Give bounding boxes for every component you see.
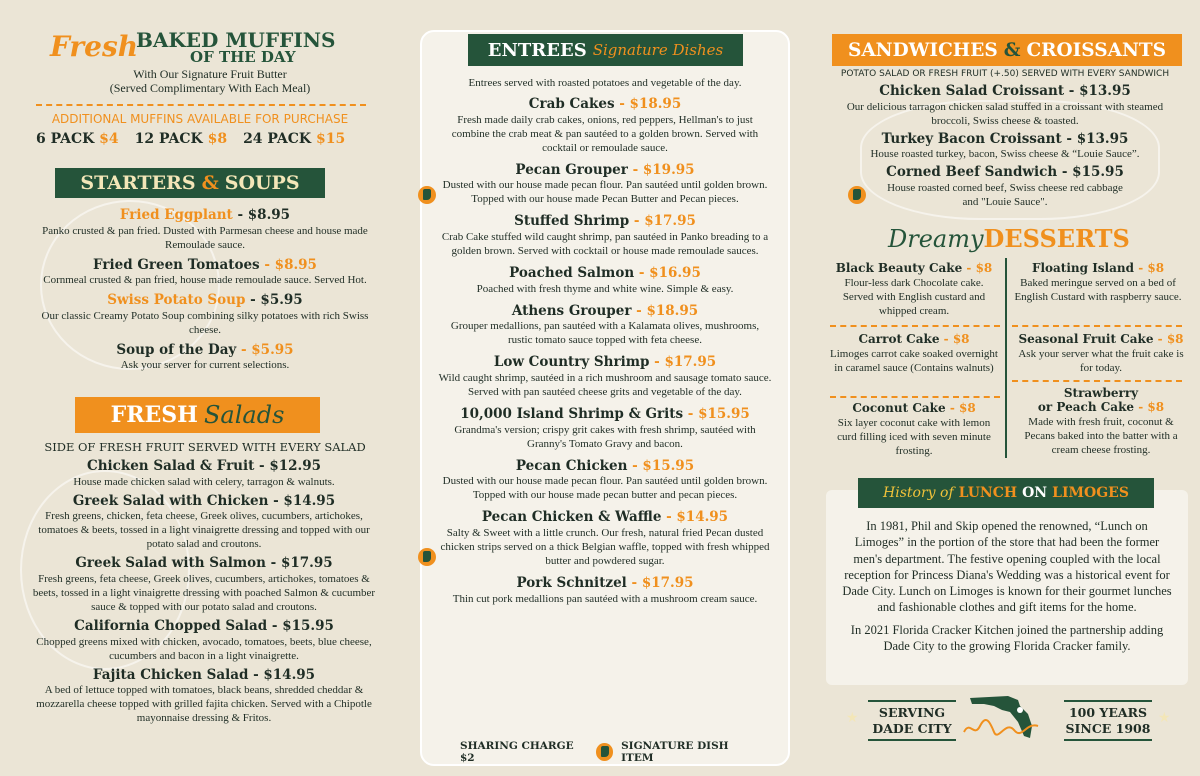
divider — [830, 396, 1000, 398]
menu-item — [438, 97, 772, 155]
item-price: - $15.95 — [632, 457, 695, 474]
item-desc: House roasted turkey, bacon, Swiss cheese & “Louie Sauce”. — [870, 148, 1140, 161]
years-line2: SINCE 1908 — [1065, 720, 1151, 736]
item-desc: Made with fresh fruit, coconut & Pecans baked into the batter with a cream cheese frosting. — [1024, 415, 1178, 456]
item-name: Pecan Grouper — [515, 161, 628, 178]
item-name: California Chopped Salad - $15.95 — [74, 618, 334, 635]
item-desc: Fresh greens, feta cheese, Greek olives, cucumbers, artichokes, tomatoes & beets, tossed in a light vinaigrette dressing with poached Salmon & cucumber sauce & topped with our potato salad and croutons. — [32, 572, 376, 614]
item-price: - $16.95 — [638, 265, 701, 282]
item-desc: Crab Cake stuffed wild caught shrimp, pan sautéed in Panko breading to a golden brown. Served with cocktail or house made remoulade sauces. — [441, 230, 769, 258]
item-name: Black Beauty Cake — [835, 261, 963, 275]
history-title-d: LIMOGES — [1052, 485, 1129, 501]
menu-item — [438, 266, 772, 296]
history-title-a: History of — [883, 485, 954, 501]
sandwiches-list — [830, 84, 1180, 209]
menu-item — [28, 459, 380, 489]
menu-item — [28, 619, 380, 663]
item-desc: Six layer coconut cake with lemon curd filling iced with seven minute frosting. — [837, 416, 991, 457]
sandwiches-title-a: SANDWICHES — [847, 39, 998, 61]
entrees-title-a: ENTREES — [487, 39, 587, 61]
item-price: - $17.95 — [633, 213, 696, 230]
item-desc: Flour-less dark Chocolate cake. Served with English custard and whipped cream. — [842, 276, 986, 317]
entrees-note: Entrees served with roasted potatoes and vegetable of the day. — [468, 77, 742, 89]
menu-item — [438, 214, 772, 258]
salads-list — [28, 459, 380, 726]
item-price: - $18.95 — [619, 96, 682, 112]
item-name: Poached Salmon — [509, 265, 635, 282]
item-price: - $8 — [966, 261, 993, 275]
item-name: Fajita Chicken Salad - $14.95 — [92, 666, 316, 683]
item-name: Chicken Salad Croissant — [879, 83, 1065, 99]
history-paragraph: In 2021 Florida Cracker Kitchen joined the partnership adding Dade City to the growing Florida Cracker family. — [850, 622, 1164, 653]
florida-signature-logo — [960, 692, 1050, 742]
signature-legend: SIGNATURE DISH ITEM — [621, 740, 729, 764]
dessert-item — [1012, 387, 1190, 457]
item-price: - $8 — [1138, 399, 1165, 414]
menu-item — [830, 132, 1180, 162]
item-name: Carrot Cake — [858, 332, 940, 346]
divider — [1012, 380, 1182, 382]
item-price: - $17.95 — [631, 575, 694, 592]
item-desc: Poached with fresh thyme and white wine. Simple & easy. — [476, 282, 734, 295]
sharing-charge: SHARING CHARGE $2 — [460, 740, 574, 764]
desserts-divider — [1005, 258, 1007, 458]
muffin-pack: 24 PACK $15 — [243, 131, 346, 147]
dessert-item — [1012, 262, 1184, 304]
item-price: - $13.95 — [1066, 130, 1129, 147]
muffins-subtitle: OF THE DAY — [190, 48, 296, 66]
item-price: - $19.95 — [632, 161, 695, 178]
item-desc: Dusted with our house made pecan flour. Pan sautéed until golden brown. Topped with our house made pecan butter and pecan pieces. — [442, 475, 768, 502]
sandwiches-banner — [832, 34, 1182, 66]
dessert-item — [828, 333, 1000, 375]
item-price: - $8 — [943, 332, 970, 346]
item-price: - $13.95 — [1068, 83, 1131, 99]
item-name-line1: Strawberry — [1063, 386, 1139, 400]
menu-item — [438, 576, 772, 606]
item-name: Fried Green Tomatoes — [93, 256, 260, 273]
item-price: - $8 — [1157, 332, 1184, 346]
salads-title-b: Salads — [203, 401, 285, 429]
sandwiches-amp: & — [1003, 39, 1021, 61]
muffins-fresh-script: Fresh — [50, 30, 139, 63]
muffins-desc-line1: With Our Signature Fruit Butter — [133, 67, 287, 81]
item-name: Seasonal Fruit Cake — [1018, 332, 1154, 346]
menu-item — [28, 668, 380, 726]
item-name: Swiss Potato Soup — [107, 292, 246, 309]
item-price: - $5.95 — [240, 341, 294, 358]
salads-note: SIDE OF FRESH FRUIT SERVED WITH EVERY SALAD — [44, 440, 366, 454]
dessert-item — [1012, 333, 1190, 375]
serving-badge — [868, 700, 956, 741]
muffins-desc-line2: (Served Complimentary With Each Meal) — [109, 80, 311, 95]
item-desc: Wild caught shrimp, sautéed in a rich mushroom and sausage tomato sauce. Served with pan sautéed cheese grits and vegetable of the day. — [438, 371, 772, 398]
starters-title-b: SOUPS — [224, 172, 300, 194]
item-name: Coconut Cake — [852, 401, 946, 415]
item-desc: Salty & Sweet with a little crunch. Our fresh, natural fried Pecan dusted chicken strips served on a thick Belgian waffle, topped with fresh whipped butter and powdered sugar. — [440, 526, 770, 568]
item-name: Floating Island — [1031, 261, 1135, 275]
item-desc: Chopped greens mixed with chicken, avocado, tomatoes, beets, blue cheese, cucumbers and bacon in a light vinaigrette. — [36, 635, 372, 662]
history-banner — [858, 478, 1154, 508]
item-desc: Limoges carrot cake soaked overnight in caramel sauce (Contains walnuts) — [830, 347, 998, 374]
left-column — [0, 0, 410, 776]
item-name: Pecan Chicken & Waffle — [481, 509, 662, 526]
item-name: Crab Cakes — [528, 96, 615, 112]
menu-item — [438, 355, 772, 399]
starters-banner — [55, 168, 325, 198]
menu-item — [830, 165, 1180, 209]
florida-signature-icon — [418, 186, 436, 204]
history-title-c: ON — [1022, 485, 1048, 501]
star-icon: ★ — [846, 710, 859, 726]
divider — [1012, 325, 1182, 327]
history-text — [842, 518, 1172, 654]
serving-line1: SERVING — [878, 705, 946, 720]
starters-amp: & — [201, 172, 219, 194]
item-price: - $8.95 — [264, 256, 317, 273]
item-price: - $5.95 — [250, 292, 303, 309]
item-desc: Our classic Creamy Potato Soup combining silky potatoes with rich Swiss cheese. — [41, 309, 369, 336]
menu-item — [438, 510, 772, 568]
item-name: Turkey Bacon Croissant — [881, 130, 1062, 147]
item-desc: Panko crusted & pan fried. Dusted with Parmesan cheese and house made Remoulade sauce. — [42, 224, 368, 251]
sandwiches-note: POTATO SALAD OR FRESH FRUIT (+.50) SERVED WITH EVERY SANDWICH — [840, 69, 1170, 79]
item-desc: Ask your server for current selections. — [120, 359, 290, 372]
florida-signature-icon — [596, 743, 613, 761]
item-name: Greek Salad with Salmon - $17.95 — [75, 555, 333, 572]
item-desc: Ask your server what the fruit cake is for today. — [1018, 347, 1184, 374]
muffin-pack: 12 PACK $8 — [134, 131, 228, 147]
menu-item — [830, 84, 1180, 128]
item-price: - $17.95 — [654, 354, 717, 371]
salads-banner — [75, 397, 320, 433]
item-price: - $8.95 — [237, 207, 291, 223]
desserts-title-a: Dreamy — [888, 225, 984, 253]
menu-item — [28, 494, 380, 552]
menu-item — [40, 343, 370, 373]
item-name: Greek Salad with Chicken - $14.95 — [72, 492, 336, 509]
item-desc: Grouper medallions, pan sautéed with a Kalamata olives, mushrooms, rustic tomato sauce topped with feta cheese. — [450, 320, 760, 347]
menu-item — [438, 459, 772, 503]
item-desc: Thin cut pork medallions pan sautéed with a mushroom cream sauce. — [452, 592, 758, 605]
entrees-title-b: Signature Dishes — [592, 41, 724, 59]
item-name: Low Country Shrimp — [493, 354, 650, 371]
starters-title-a: STARTERS — [80, 172, 196, 194]
item-name: Athens Grouper — [511, 302, 632, 319]
item-desc: A bed of lettuce topped with tomatoes, black beans, shredded cheddar & mozzarella cheese topped with grilled fajita chicken. Served with a Chipotle mayonnaise dressing & Fritos. — [36, 684, 372, 725]
muffin-packs — [36, 131, 376, 147]
item-name: Fried Eggplant — [119, 207, 233, 223]
item-name: Pork Schnitzel — [516, 575, 627, 592]
item-price: - $18.95 — [636, 302, 699, 319]
right-column — [800, 0, 1200, 776]
starters-list — [40, 208, 370, 373]
divider — [830, 325, 1000, 327]
muffins-additional: ADDITIONAL MUFFINS AVAILABLE FOR PURCHASE — [51, 112, 349, 126]
item-price: - $8 — [949, 401, 976, 415]
item-desc: Dusted with our house made pecan flour. Pan sautéed until golden brown. Topped with our house made Pecan Butter and Pecan pieces. — [442, 179, 768, 206]
item-price: - $8 — [1138, 261, 1165, 275]
desserts-title — [888, 224, 1148, 253]
item-price: - $15.95 — [1061, 164, 1124, 181]
menu-item — [438, 407, 772, 451]
menu-item — [438, 304, 772, 348]
item-name: Pecan Chicken — [515, 457, 628, 474]
entrees-list — [438, 97, 772, 606]
menu-item — [28, 556, 380, 614]
years-badge — [1064, 700, 1152, 741]
entrees-banner — [468, 34, 743, 66]
entrees-footer — [460, 740, 760, 764]
item-desc: House roasted corned beef, Swiss cheese red cabbage and "Louie Sauce". — [887, 181, 1123, 208]
serving-line2: DADE CITY — [872, 720, 952, 736]
item-name: Stuffed Shrimp — [514, 213, 630, 230]
muffins-header — [50, 26, 350, 66]
item-name: or Peach Cake — [1037, 399, 1135, 414]
item-desc: Baked meringue served on a bed of English Custard with raspberry sauce. — [1014, 276, 1182, 303]
menu-item — [40, 258, 370, 288]
item-desc: Cornmeal crusted & pan fried, house made remoulade sauce. Served Hot. — [43, 274, 367, 287]
history-paragraph: In 1981, Phil and Skip opened the renowned, “Lunch on Limoges” in the portion of the store that had been the former men's department. The festive opening coupled with the local reception for Princess Diana's Wedding was a historical event for Dade City. Lunch on Limoges is known for their gourmet lunches and fashionable clothes and gift items for the home. — [842, 519, 1172, 615]
item-price: - $14.95 — [666, 509, 729, 526]
salads-title-a: FRESH — [110, 402, 198, 428]
desserts-title-b: DESSERTS — [983, 224, 1130, 253]
item-name: Soup of the Day — [116, 341, 237, 358]
menu-item — [438, 163, 772, 207]
menu-item — [40, 208, 370, 252]
years-line1: 100 YEARS — [1068, 705, 1147, 720]
muffins-title: BAKED MUFFINS — [136, 28, 336, 52]
dessert-item — [828, 402, 1000, 458]
dessert-item — [828, 262, 1000, 318]
item-name: 10,000 Island Shrimp & Grits — [460, 406, 684, 423]
item-name: Corned Beef Sandwich — [886, 164, 1058, 181]
divider — [36, 104, 366, 106]
muffins-desc — [40, 68, 380, 96]
item-desc: Grandma's version; crispy grit cakes with fresh shrimp, sautéed with Granny's Tomato Gravy and bacon. — [454, 423, 756, 450]
item-name: Chicken Salad & Fruit - $12.95 — [86, 458, 322, 474]
item-desc: Fresh made daily crab cakes, onions, red peppers, Hellman's to just combine the crab meat & pan sautéed to a golden brown. Served with cocktail or remoulade sauce. — [451, 113, 759, 154]
star-icon: ★ — [1158, 710, 1171, 726]
item-price: - $15.95 — [687, 406, 750, 423]
muffin-pack: 6 PACK $4 — [36, 131, 119, 147]
sandwiches-title-b: CROISSANTS — [1026, 39, 1167, 61]
item-desc: Fresh greens, chicken, feta cheese, Greek olives, cucumbers, artichokes, tomatoes & beets, tossed in a light vinaigrette dressing and topped with our potato salad and croutons. — [38, 510, 370, 551]
florida-signature-icon — [418, 548, 436, 566]
item-desc: House made chicken salad with celery, tarragon & walnuts. — [73, 475, 335, 488]
history-title-b: LUNCH — [958, 485, 1018, 501]
item-desc: Our delicious tarragon chicken salad stuffed in a croissant with steamed broccoli, Swiss cheese & toasted. — [846, 100, 1164, 127]
middle-column — [420, 0, 790, 776]
menu-item — [40, 293, 370, 337]
